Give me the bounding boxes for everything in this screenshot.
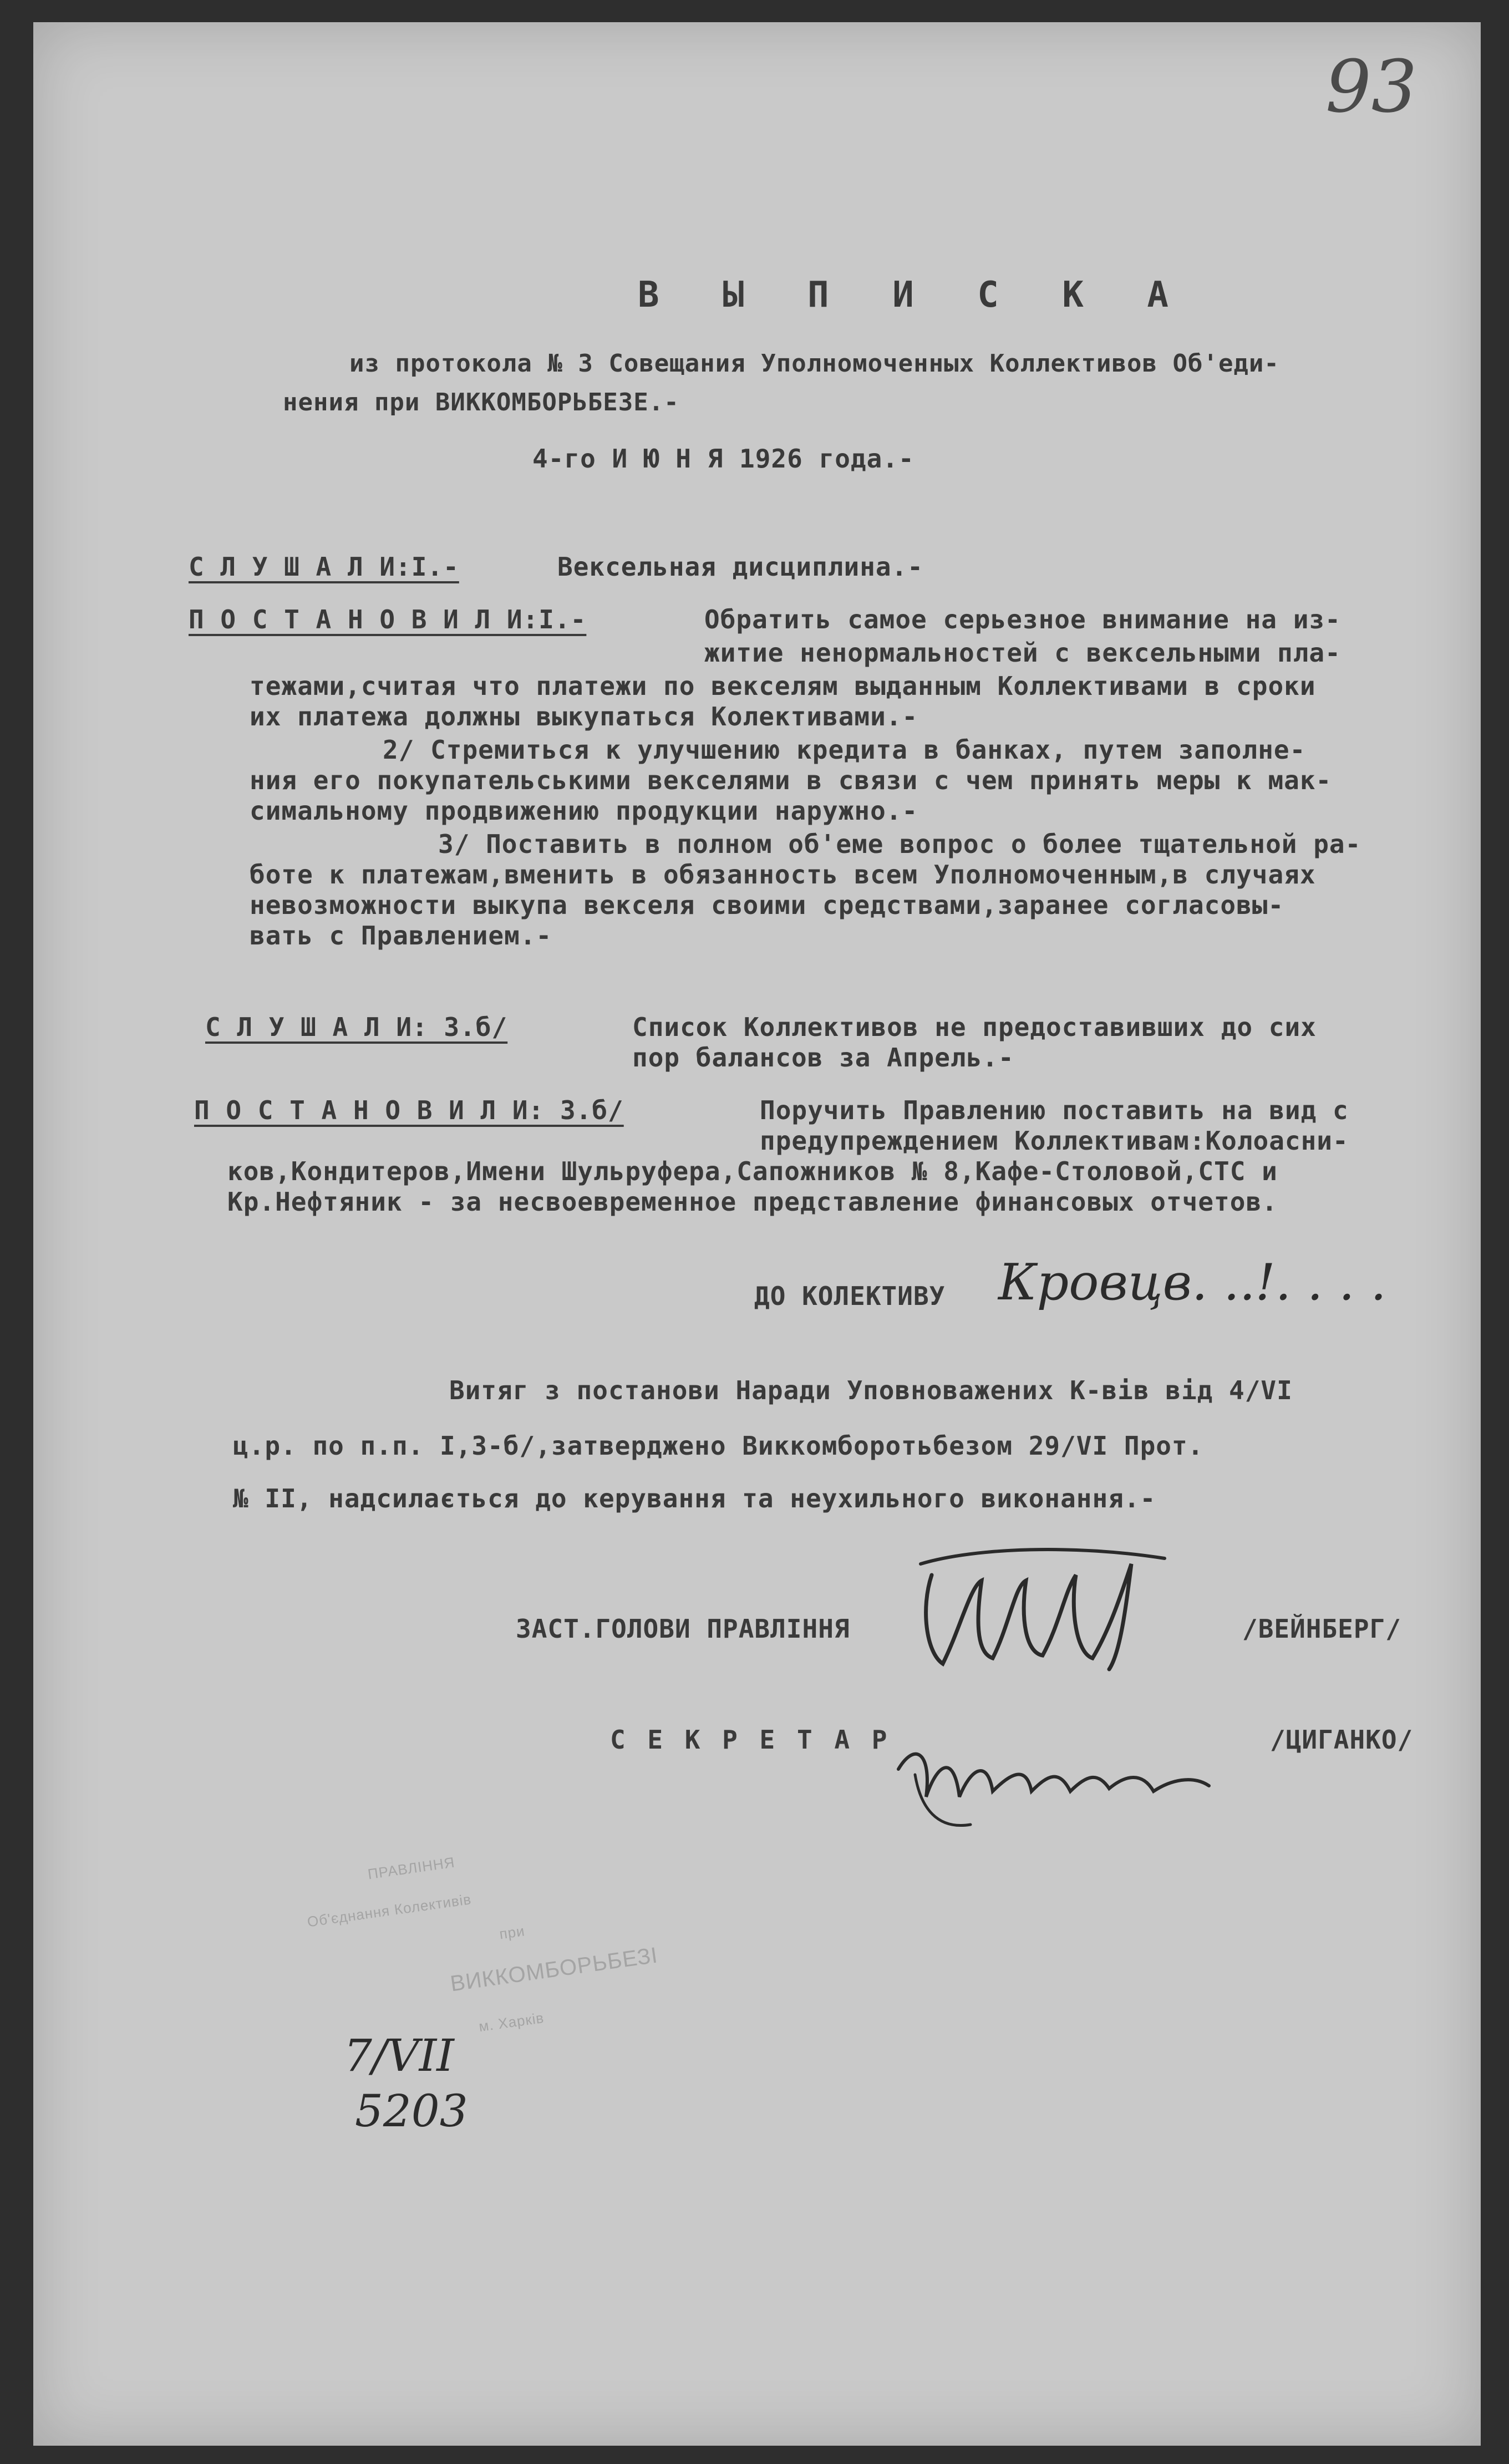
heard-label-2: С Л У Ш А Л И: 3.б/	[205, 1012, 508, 1042]
registration-date: 7/VII	[344, 2030, 454, 2081]
secretary-label: С Е К Р Е Т А Р	[610, 1725, 891, 1755]
note-line-1: Витяг з постанови Наради Уповноважених К-вів від 4/VI	[449, 1375, 1293, 1405]
resolved-1-line-7: симальному продвижению продукции наружно.-	[250, 796, 918, 826]
resolved-1-line-1: Обратить самое серьезное внимание на из-	[704, 604, 1341, 634]
note-line-2: ц.р. по п.п. I,3-б/,затверджено Виккомборотьбезом 29/VI Прот.	[233, 1431, 1204, 1461]
stamp-line-5: м. Харків	[477, 2009, 545, 2035]
organization-stamp	[200, 1786, 908, 2230]
stamp-line-2: Об'єднання Колективів	[306, 1891, 472, 1930]
resolved-label-2: П О С Т А Н О В И Л И: 3.б/	[194, 1095, 624, 1125]
deputy-signature	[910, 1542, 1198, 1675]
heard-label-1: С Л У Ш А Л И:I.-	[189, 552, 459, 582]
resolved-1-line-2: житие ненормальностей с вексельными пла-	[704, 638, 1341, 668]
deputy-chair-label: ЗАСТ.ГОЛОВИ ПРАВЛІННЯ	[516, 1614, 850, 1644]
meeting-date: 4-го И Ю Н Я 1926 года.-	[532, 444, 914, 474]
heard-text-1: Вексельная дисциплина.-	[557, 552, 923, 582]
heard-2-line-1: Список Коллективов не предоставивших до сих	[632, 1012, 1317, 1042]
resolved-label-1: П О С Т А Н О В И Л И:I.-	[189, 604, 587, 634]
resolved-1-line-3: тежами,считая что платежи по векселям выданным Коллективами в сроки	[250, 671, 1316, 701]
archive-page-number: 93	[1325, 44, 1417, 129]
header-line-2: нения при ВИККОМБОРЬБЕЗЕ.-	[283, 388, 679, 416]
resolved-2-line-3: ков,Кондитеров,Имени Шульруфера,Сапожников № 8,Кафе-Столовой,СТС и	[227, 1156, 1278, 1186]
stamp-line-4: ВИККОМБОРЬБЕЗІ	[449, 1943, 659, 1996]
document-page	[33, 22, 1481, 2446]
resolved-2-line-4: Кр.Нефтяник - за несвоевременное представление финансовых отчетов.	[227, 1187, 1278, 1217]
resolved-1-line-8: 3/ Поставить в полном об'еме вопрос о более тщательной ра-	[438, 829, 1361, 859]
resolved-1-line-11: вать с Правлением.-	[250, 921, 552, 951]
resolved-1-line-5: 2/ Стремиться к улучшению кредита в банках, путем заполне-	[383, 735, 1306, 765]
resolved-2-line-1: Поручить Правлению поставить на вид с	[760, 1095, 1349, 1125]
resolved-1-line-9: боте к платежам,вменить в обязанность всем Уполномоченным,в случаях	[250, 860, 1316, 890]
stamp-line-1: ПРАВЛІННЯ	[367, 1853, 456, 1883]
addressee-handwritten: Кровцв. ..!. . . .	[998, 1253, 1386, 1312]
header-line-1: из протокола № 3 Совещания Уполномоченных Коллективов Об'еди-	[349, 349, 1279, 378]
addressee-label: ДО КОЛЕКТИВУ	[754, 1281, 946, 1311]
resolved-1-line-6: ния его покупательськими векселями в связи с чем принять меры к мак-	[250, 765, 1332, 795]
secretary-signature	[882, 1719, 1226, 1841]
resolved-1-line-10: невозможности выкупа векселя своими средствами,заранее согласовы-	[250, 890, 1284, 920]
document-title: В Ы П И С К А	[638, 275, 1190, 316]
resolved-1-line-4: их платежа должны выкупаться Колективами.-	[250, 702, 918, 731]
stamp-line-3: при	[498, 1922, 526, 1943]
resolved-2-line-2: предупреждением Коллективам:Колоасни-	[760, 1126, 1349, 1156]
registration-number: 5203	[355, 2085, 468, 2137]
heard-2-line-2: пор балансов за Апрель.-	[632, 1043, 1014, 1073]
deputy-chair-name: /ВЕЙНБЕРГ/	[1242, 1614, 1401, 1644]
secretary-name: /ЦИГАНКО/	[1270, 1725, 1414, 1755]
note-line-3: № II, надсилається до керування та неухильного виконання.-	[233, 1484, 1156, 1513]
